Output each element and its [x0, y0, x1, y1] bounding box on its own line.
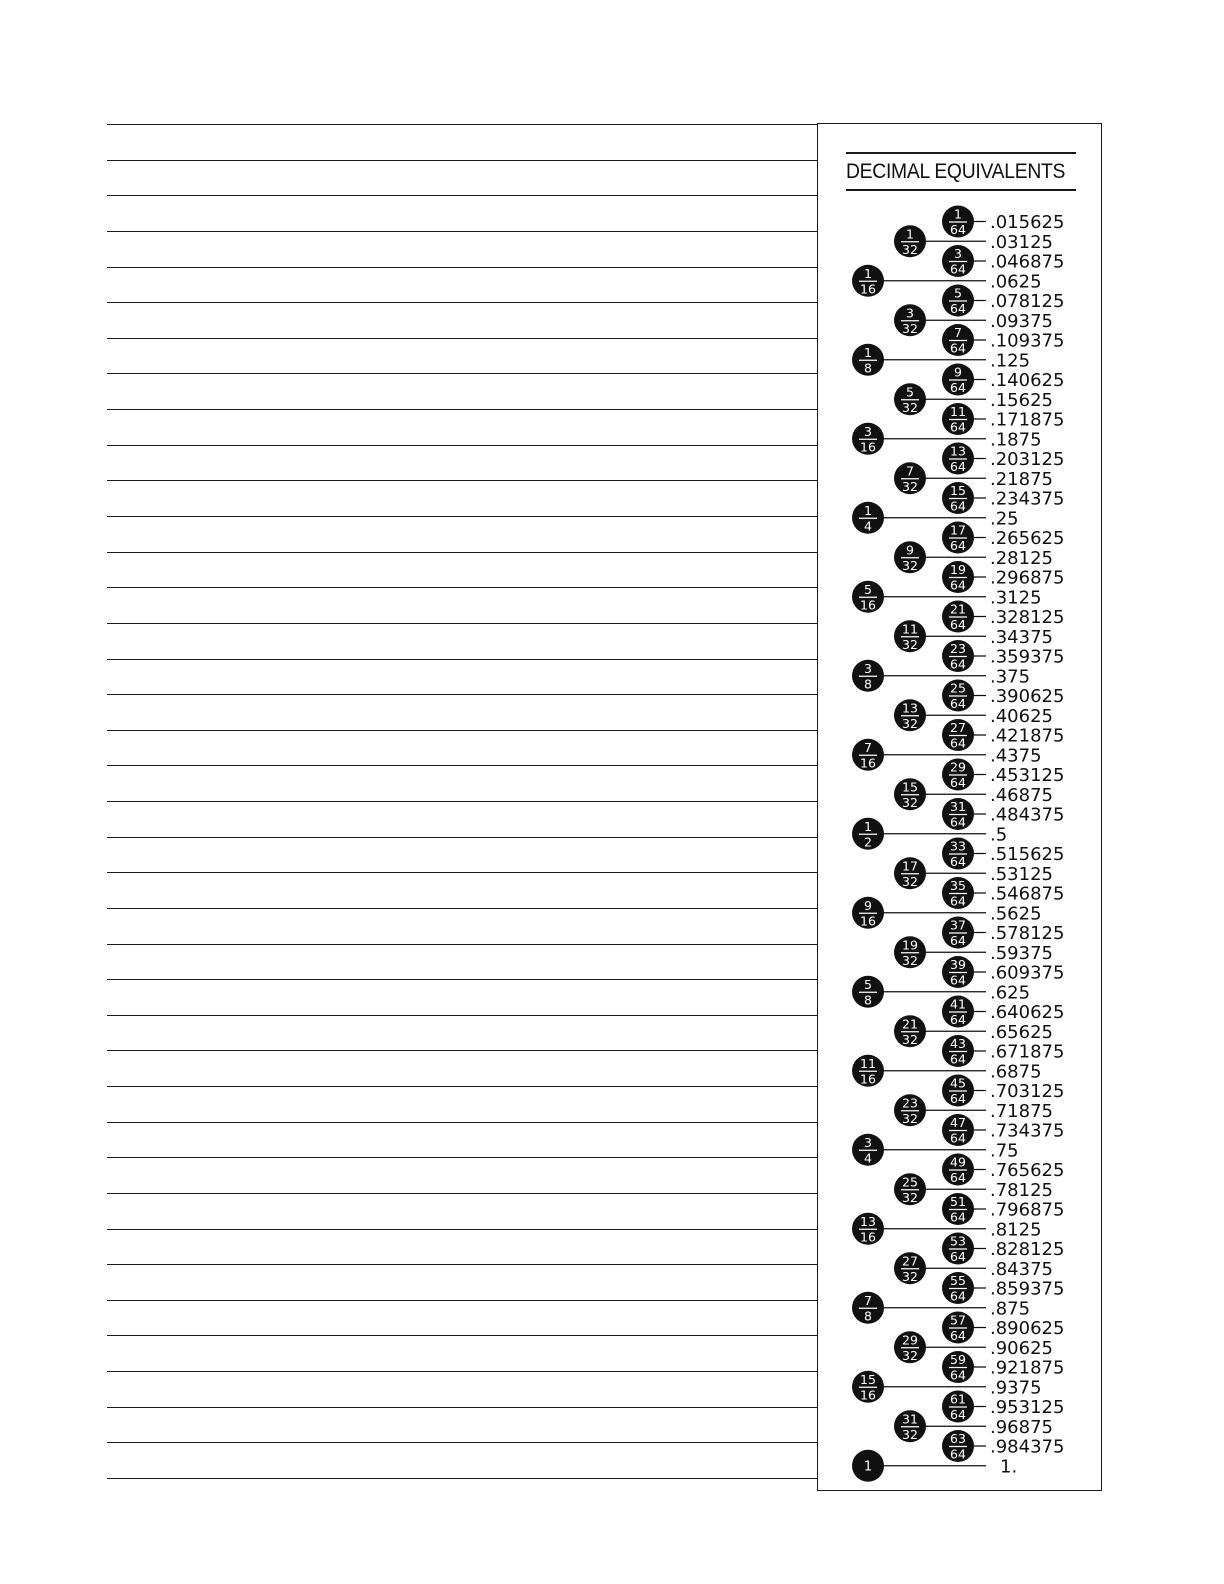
decimal-value: .21875: [990, 468, 1053, 490]
fraction-badge: [852, 1371, 884, 1403]
fraction-denominator: 8: [864, 1308, 872, 1324]
decimal-value: .546875: [990, 883, 1065, 905]
fraction-numerator: 27: [902, 1253, 918, 1269]
fraction-numerator: 3: [864, 1134, 872, 1150]
decimal-value: .78125: [990, 1179, 1053, 1201]
fraction-badge: [852, 1450, 884, 1482]
fraction-badge: [894, 1410, 926, 1442]
fraction-badge: [894, 778, 926, 810]
ruled-line: [107, 231, 817, 232]
fraction-badge: [942, 798, 974, 830]
fraction-denominator: 4: [864, 518, 872, 534]
decimal-value: .5625: [990, 903, 1042, 925]
fraction-numerator: 57: [950, 1312, 966, 1328]
fraction-numerator: 3: [864, 660, 872, 676]
fraction-badge: [942, 324, 974, 356]
fraction-numerator: 49: [950, 1154, 966, 1170]
decimal-equivalents-panel: [817, 123, 1102, 1491]
fraction-denominator: 16: [860, 1071, 876, 1087]
decimal-value: .671875: [990, 1041, 1065, 1063]
decimal-value: .015625: [990, 212, 1065, 233]
fraction-badge: [942, 364, 974, 396]
fraction-numerator: 1: [864, 818, 872, 834]
fraction-badge: [942, 1154, 974, 1186]
panel-title: DECIMAL EQUIVALENTS: [846, 160, 1066, 183]
fraction-numerator: 25: [902, 1174, 918, 1190]
fraction-badge: [942, 1272, 974, 1304]
ruled-line: [107, 338, 817, 339]
decimal-value: .75: [990, 1140, 1019, 1162]
ruled-line: [107, 267, 817, 268]
fraction-numerator: 19: [902, 937, 918, 953]
fraction-denominator: 32: [902, 1031, 918, 1047]
ruled-line: [107, 1442, 817, 1443]
decimal-value: .953125: [990, 1397, 1065, 1418]
fraction-badge: [942, 1233, 974, 1265]
fraction-denominator: 64: [950, 261, 966, 277]
fraction-denominator: 16: [860, 439, 876, 455]
ruled-line: [107, 1300, 817, 1301]
fraction-denominator: 64: [950, 854, 966, 869]
fraction-denominator: 32: [902, 557, 918, 573]
decimal-value: .421875: [990, 725, 1065, 747]
fraction-badge: [942, 403, 974, 435]
fraction-badge: [894, 225, 926, 257]
decimal-value: .140625: [990, 370, 1065, 391]
ruled-line: [107, 837, 817, 838]
fraction-badge: [942, 601, 974, 633]
fraction-denominator: 16: [860, 1387, 876, 1403]
fraction-denominator: 64: [950, 222, 966, 237]
fraction-badge: [852, 265, 884, 297]
fraction-badge: [942, 1391, 974, 1423]
decimal-value: .265625: [990, 528, 1065, 549]
fraction-numerator: 61: [950, 1391, 966, 1407]
fraction-denominator: 64: [950, 933, 966, 948]
fraction-badge: [894, 936, 926, 968]
decimal-value: .875: [990, 1298, 1031, 1320]
ruled-line: [107, 1157, 817, 1158]
fraction-badge: [942, 1114, 974, 1146]
fraction-badge: [942, 1193, 974, 1225]
fraction-badge: [942, 1035, 974, 1067]
ruled-line: [107, 765, 817, 766]
fraction-denominator: 64: [950, 696, 966, 711]
ruled-line: [107, 195, 817, 196]
fraction-numerator: 63: [950, 1431, 966, 1446]
fraction-badge: [942, 877, 974, 909]
fraction-denominator: 64: [950, 814, 966, 830]
fraction-badge: [942, 1430, 974, 1462]
fraction-numerator: 41: [950, 996, 966, 1012]
fraction-numerator: 11: [902, 621, 918, 637]
decimal-value: .890625: [990, 1318, 1065, 1339]
ruled-line: [107, 1407, 817, 1408]
fraction-denominator: 8: [864, 992, 872, 1008]
fraction-denominator: 16: [860, 1229, 876, 1245]
fraction-badge: [942, 680, 974, 712]
fraction-numerator: 27: [950, 720, 966, 735]
decimal-value: .90625: [990, 1337, 1053, 1359]
fraction-numerator: 3: [906, 305, 914, 321]
decimal-value: .359375: [990, 646, 1065, 668]
decimal-value: .1875: [990, 429, 1042, 451]
decimal-value: .296875: [990, 567, 1065, 589]
decimal-value: .25: [990, 508, 1019, 530]
fraction-numerator: 5: [864, 976, 872, 992]
fraction-numerator: 7: [906, 463, 914, 479]
ruled-line: [107, 1264, 817, 1265]
fraction-denominator: 64: [950, 1130, 966, 1146]
fraction-denominator: 16: [860, 597, 876, 613]
fraction-denominator: 64: [950, 538, 966, 553]
decimal-value: .453125: [990, 765, 1065, 786]
fraction-decimal-chart: [818, 124, 1103, 1492]
decimal-value: .578125: [990, 923, 1065, 944]
fraction-denominator: 64: [950, 1170, 966, 1185]
fraction-numerator: 21: [902, 1016, 918, 1032]
fraction-badge: [894, 541, 926, 573]
fraction-denominator: 64: [950, 340, 966, 356]
ruled-line: [107, 1371, 817, 1372]
fraction-denominator: 32: [902, 715, 918, 731]
fraction-badge: [894, 1252, 926, 1284]
decimal-value: .625: [990, 982, 1031, 1004]
fraction-badge: [942, 996, 974, 1028]
ruled-line: [107, 979, 817, 980]
fraction-denominator: 64: [950, 419, 966, 435]
decimal-value: .4375: [990, 745, 1042, 767]
fraction-badge: [894, 1015, 926, 1047]
fraction-denominator: 64: [950, 972, 966, 988]
fraction-denominator: 64: [950, 1091, 966, 1106]
fraction-denominator: 64: [950, 301, 966, 316]
fraction-numerator: 17: [902, 858, 918, 874]
fraction-badge: [942, 561, 974, 593]
fraction-numerator: 29: [950, 759, 966, 775]
fraction-denominator: 64: [950, 617, 966, 632]
fraction-numerator: 9: [864, 897, 872, 913]
decimal-value: .109375: [990, 330, 1065, 352]
fraction-numerator: 23: [902, 1095, 918, 1111]
fraction-badge: [942, 1351, 974, 1383]
fraction-numerator: 45: [950, 1075, 966, 1091]
fraction-badge: [852, 660, 884, 692]
fraction-denominator: 64: [950, 1407, 966, 1422]
ruled-line: [107, 1050, 817, 1051]
fraction-badge: [942, 1075, 974, 1107]
decimal-value: .234375: [990, 488, 1065, 510]
fraction-badge: [852, 739, 884, 771]
fraction-numerator: 1: [864, 502, 872, 518]
fraction-numerator: 25: [950, 680, 966, 696]
fraction-denominator: 16: [860, 755, 876, 771]
fraction-denominator: 64: [950, 1249, 966, 1264]
decimal-value: .984375: [990, 1436, 1065, 1458]
decimal-value: .703125: [990, 1081, 1065, 1102]
fraction-denominator: 32: [902, 873, 918, 889]
fraction-numerator: 15: [902, 779, 918, 795]
decimal-value: .71875: [990, 1100, 1053, 1122]
fraction-denominator: 32: [902, 1189, 918, 1205]
fraction-numerator: 31: [950, 799, 966, 814]
fraction-badge: [942, 206, 974, 238]
fraction-denominator: 64: [950, 656, 966, 672]
fraction-denominator: 64: [950, 1328, 966, 1343]
decimal-value: .5: [990, 824, 1008, 846]
ruled-line: [107, 659, 817, 660]
fraction-numerator: 7: [864, 1292, 872, 1308]
decimal-value: .328125: [990, 607, 1065, 628]
decimal-value: .34375: [990, 626, 1053, 648]
fraction-denominator: 32: [902, 1268, 918, 1284]
fraction-denominator: 64: [950, 775, 966, 790]
fraction-denominator: 64: [950, 1367, 966, 1383]
fraction-badge: [852, 502, 884, 534]
fraction-numerator: 11: [860, 1055, 876, 1071]
fraction-denominator: 32: [902, 241, 918, 257]
fraction-numerator: 11: [950, 404, 966, 419]
fraction-badge: [852, 1055, 884, 1087]
decimal-value: .484375: [990, 804, 1065, 826]
fraction-badge: [852, 976, 884, 1008]
ruled-line: [107, 694, 817, 695]
fraction-denominator: 32: [902, 1426, 918, 1442]
fraction-numerator: 1: [954, 206, 962, 222]
fraction-numerator: 17: [950, 522, 966, 538]
ruled-line: [107, 302, 817, 303]
fraction-numerator: 29: [902, 1332, 918, 1348]
fraction-numerator: 1: [864, 265, 872, 281]
fraction-numerator: 23: [950, 641, 966, 656]
ruled-line: [107, 1193, 817, 1194]
fraction-numerator: 33: [950, 838, 966, 854]
decimal-value: .0625: [990, 271, 1042, 293]
decimal-value: .6875: [990, 1061, 1042, 1083]
ruled-line: [107, 623, 817, 624]
fraction-numerator: 13: [902, 700, 918, 716]
fraction-badge: [942, 956, 974, 988]
fraction-badge: [942, 838, 974, 870]
fraction-numerator: 43: [950, 1036, 966, 1051]
fraction-badge: [894, 1331, 926, 1363]
decimal-value: 1.: [1000, 1456, 1018, 1478]
fraction-badge: [852, 897, 884, 929]
fraction-denominator: 64: [950, 735, 966, 751]
fraction-denominator: 64: [950, 498, 966, 514]
fraction-denominator: 64: [950, 1209, 966, 1225]
decimal-value: .859375: [990, 1278, 1065, 1300]
decimal-value: .390625: [990, 686, 1065, 707]
decimal-value: .65625: [990, 1021, 1053, 1043]
decimal-value: .046875: [990, 251, 1065, 273]
ruled-line: [107, 1478, 817, 1479]
fraction-badge: [852, 818, 884, 850]
fraction-numerator: 3: [954, 246, 962, 261]
fraction-badge: [942, 482, 974, 514]
ruled-line: [107, 552, 817, 553]
ruled-line: [107, 1015, 817, 1016]
fraction-badge: [894, 462, 926, 494]
fraction-badge: [852, 1134, 884, 1166]
decimal-value: .59375: [990, 942, 1053, 964]
decimal-value: .765625: [990, 1160, 1065, 1181]
decimal-value: .921875: [990, 1357, 1065, 1379]
decimal-value: .796875: [990, 1199, 1065, 1221]
decimal-value: .3125: [990, 587, 1042, 609]
fraction-denominator: 32: [902, 399, 918, 415]
fraction-badge: [942, 719, 974, 751]
fraction-badge: [894, 1094, 926, 1126]
ruled-line: [107, 480, 817, 481]
ruled-line: [107, 730, 817, 731]
fraction-numerator: 7: [864, 739, 872, 755]
fraction-denominator: 64: [950, 459, 966, 474]
fraction-badge: [852, 581, 884, 613]
decimal-value: .15625: [990, 389, 1053, 411]
decimal-value: .734375: [990, 1120, 1065, 1142]
fraction-denominator: 64: [950, 1446, 966, 1462]
fraction-numerator: 5: [864, 581, 872, 597]
ruled-line: [107, 160, 817, 161]
fraction-denominator: 32: [902, 952, 918, 968]
fraction-numerator: 21: [950, 601, 966, 617]
fraction-whole: 1: [863, 1459, 873, 1475]
fraction-denominator: 2: [864, 834, 872, 850]
fraction-numerator: 7: [954, 325, 962, 340]
ruled-line: [107, 1122, 817, 1123]
fraction-badge: [894, 1173, 926, 1205]
fraction-numerator: 59: [950, 1352, 966, 1367]
ruled-line: [107, 445, 817, 446]
fraction-numerator: 55: [950, 1273, 966, 1288]
decimal-value: .125: [990, 350, 1031, 372]
fraction-badge: [942, 443, 974, 475]
fraction-numerator: 5: [954, 285, 962, 301]
decimal-value: .9375: [990, 1377, 1042, 1399]
fraction-numerator: 13: [860, 1213, 876, 1229]
ruled-line: [107, 872, 817, 873]
ruled-line: [107, 801, 817, 802]
fraction-numerator: 31: [902, 1411, 918, 1427]
fraction-denominator: 32: [902, 1110, 918, 1126]
fraction-badge: [942, 245, 974, 277]
fraction-badge: [894, 699, 926, 731]
decimal-value: .078125: [990, 291, 1065, 312]
fraction-numerator: 37: [950, 917, 966, 933]
decimal-value: .53125: [990, 863, 1053, 885]
decimal-value: .515625: [990, 844, 1065, 865]
ruled-line: [107, 124, 817, 125]
fraction-denominator: 4: [864, 1150, 872, 1166]
fraction-numerator: 13: [950, 443, 966, 459]
ruled-line: [107, 587, 817, 588]
fraction-denominator: 8: [864, 676, 872, 692]
fraction-denominator: 64: [950, 893, 966, 909]
fraction-numerator: 5: [906, 384, 914, 400]
decimal-value: .609375: [990, 962, 1065, 984]
fraction-denominator: 64: [950, 1012, 966, 1027]
fraction-numerator: 39: [950, 957, 966, 972]
decimal-value: .96875: [990, 1416, 1053, 1438]
fraction-denominator: 16: [860, 281, 876, 297]
fraction-badge: [942, 640, 974, 672]
fraction-denominator: 32: [902, 1347, 918, 1363]
decimal-value: .03125: [990, 231, 1053, 253]
decimal-value: .828125: [990, 1239, 1065, 1260]
fraction-badge: [894, 857, 926, 889]
decimal-value: .84375: [990, 1258, 1053, 1280]
fraction-badge: [942, 917, 974, 949]
decimal-value: .203125: [990, 449, 1065, 470]
fraction-numerator: 35: [950, 878, 966, 893]
decimal-value: .375: [990, 666, 1031, 688]
fraction-numerator: 51: [950, 1194, 966, 1209]
fraction-numerator: 15: [860, 1371, 876, 1387]
fraction-badge: [852, 423, 884, 455]
ruled-line: [107, 908, 817, 909]
fraction-badge: [942, 522, 974, 554]
fraction-denominator: 64: [950, 380, 966, 395]
fraction-numerator: 15: [950, 483, 966, 498]
fraction-badge: [942, 285, 974, 317]
fraction-numerator: 3: [864, 423, 872, 439]
ruled-line: [107, 1229, 817, 1230]
fraction-numerator: 53: [950, 1233, 966, 1249]
fraction-badge: [852, 1292, 884, 1324]
ruled-line: [107, 1335, 817, 1336]
fraction-numerator: 9: [906, 542, 914, 558]
ruled-line: [107, 944, 817, 945]
ruled-line: [107, 516, 817, 517]
decimal-value: .40625: [990, 705, 1053, 727]
fraction-denominator: 64: [950, 1288, 966, 1304]
decimal-value: .171875: [990, 409, 1065, 431]
fraction-denominator: 64: [950, 577, 966, 593]
fraction-badge: [852, 344, 884, 376]
decimal-value: .8125: [990, 1219, 1042, 1241]
decimal-value: .46875: [990, 784, 1053, 806]
fraction-denominator: 8: [864, 360, 872, 376]
fraction-denominator: 32: [902, 320, 918, 336]
fraction-badge: [942, 759, 974, 791]
decimal-value: .28125: [990, 547, 1053, 569]
fraction-denominator: 32: [902, 794, 918, 810]
fraction-denominator: 32: [902, 636, 918, 652]
fraction-numerator: 19: [950, 562, 966, 577]
decimal-value: .09375: [990, 310, 1053, 332]
fraction-numerator: 1: [864, 344, 872, 360]
ruled-line: [107, 409, 817, 410]
fraction-badge: [942, 1312, 974, 1344]
fraction-denominator: 64: [950, 1051, 966, 1067]
fraction-numerator: 1: [906, 226, 914, 242]
fraction-badge: [894, 620, 926, 652]
fraction-denominator: 32: [902, 478, 918, 494]
fraction-numerator: 47: [950, 1115, 966, 1130]
fraction-denominator: 16: [860, 913, 876, 929]
decimal-value: .640625: [990, 1002, 1065, 1023]
fraction-badge: [852, 1213, 884, 1245]
fraction-badge: [894, 383, 926, 415]
fraction-numerator: 9: [954, 364, 962, 380]
ruled-line: [107, 1086, 817, 1087]
ruled-line: [107, 373, 817, 374]
fraction-badge: [894, 304, 926, 336]
